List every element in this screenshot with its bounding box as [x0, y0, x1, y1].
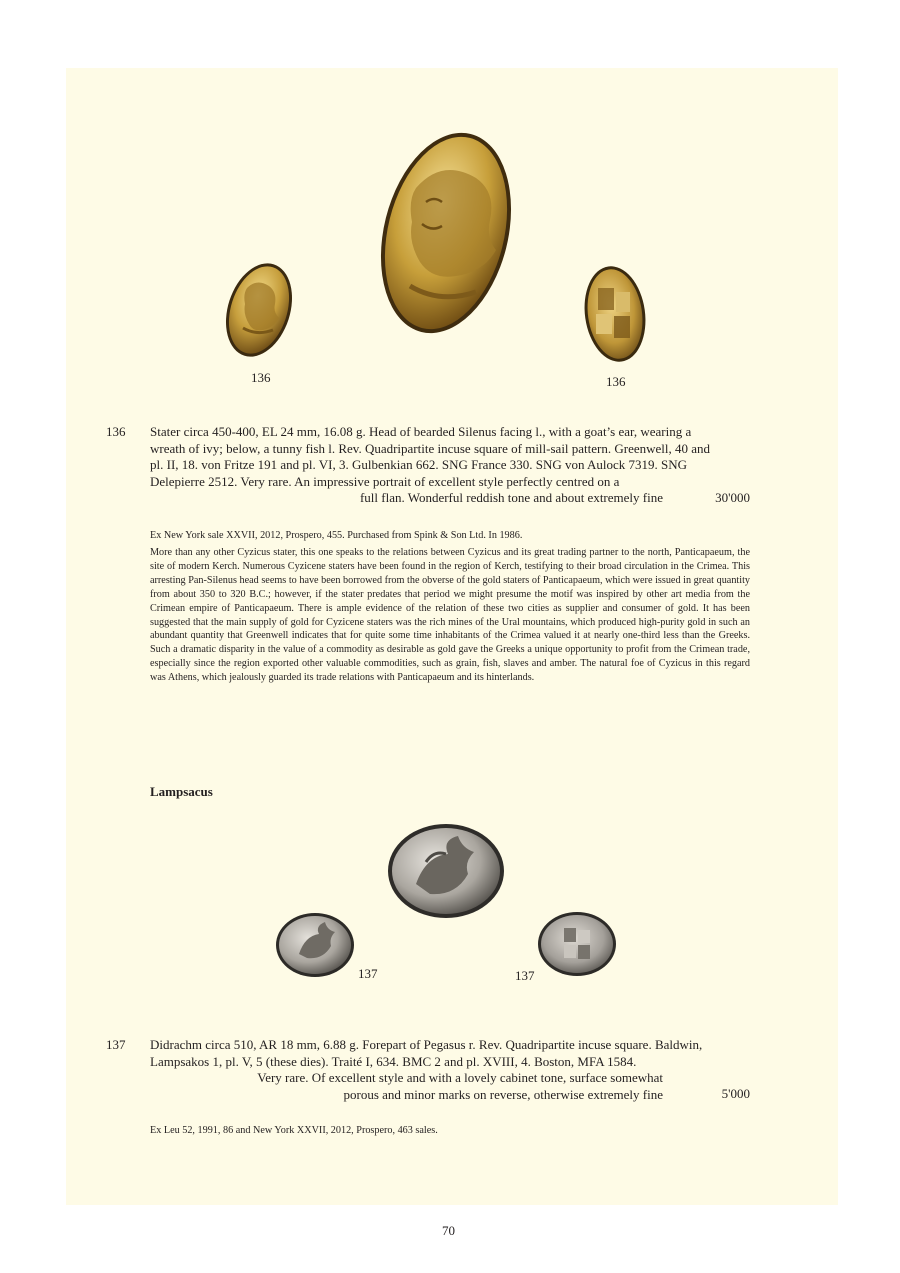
coin-label: 137 — [358, 966, 378, 981]
lot-description — [150, 1037, 750, 1070]
coin-label: 137 — [515, 968, 535, 983]
coin-136-obverse-large — [376, 128, 516, 338]
grade-line: porous and minor marks on reverse, otherwise extremely fine — [343, 1086, 663, 1102]
description-line: Delepierre 2512. Very rare. An impressive portrait of excellent style perfectly centred on a — [150, 473, 620, 489]
coin-137-obverse-small — [275, 910, 357, 980]
coin-137-obverse-large — [386, 822, 506, 920]
lot-price: 30'000 — [715, 490, 750, 505]
description-line: Didrachm circa 510, AR 18 mm, 6.88 g. Forepart of Pegasus r. Rev. Quadripartite incuse square. Baldwin, — [150, 1037, 703, 1052]
section-title: Lampsacus — [150, 784, 213, 799]
lot-number: 136 — [106, 424, 126, 439]
coin-137-reverse — [536, 910, 618, 978]
description-line: Lampsakos 1, pl. V, 5 (these dies). Traité I, 634. BMC 2 and pl. XVIII, 4. Boston, MFA 1584. — [150, 1053, 637, 1069]
lot-number: 137 — [106, 1037, 126, 1052]
page-number: 70 — [442, 1223, 455, 1238]
coin-136-reverse — [582, 262, 650, 368]
grade-line: full flan. Wonderful reddish tone and about extremely fine — [359, 490, 663, 505]
description-line: pl. II, 18. von Fritze 191 and pl. VI, 3. Gulbenkian 662. SNG France 330. SNG von Aulock 7319. SNG — [150, 457, 688, 472]
grade-line: Very rare. Of excellent style and with a lovely cabinet tone, surface somewhat — [257, 1070, 663, 1085]
coin-136-obverse-small — [225, 258, 297, 366]
grade-lines — [150, 1070, 663, 1103]
coin-label: 136 — [251, 370, 271, 385]
lot-essay: More than any other Cyzicus stater, this one speaks to the relations between Cyzicus and its great trading partner to the north, Panticapaeum, the site of modern Kerch. Numerous Cyzicene staters have been found in the region of Kerch, testifying to their broad circulation in the Crimea. This arresting Pan-Silenus head seems to have been borrowed from the obverse of the gold staters of Panticapaeum, which were issued in great quantity from about 350 to 320 B.C.; however, if the stater predates that period we might presume the motif was inspired by other art media from the Crimean empire of Panticapaeum. There is ample evidence of the relation of these two cities as supplier and consumer of gold. It has been suggested that the main supply of gold for Cyzicene staters was the rich mines of the Ural mountains, which produced high-purity gold in such an abundant quantity that Greenwell indicates that for quite some time inhabitants of the Crimea valued it at nearly one-third less than the Greeks. Such a dramatic disparity in the value of a commodity as desirable as gold gave the Greeks a unique opportunity to profit from the Crimean trade, especially since the region exported other valuable commodities, such as grain, fish, slaves and amber. The natural foe of Cyzicus in this regard was Athens, which jealously guarded its trade relations with Panticapaeum and its hinterlands. — [150, 547, 750, 684]
description-line: wreath of ivy; below, a tunny fish l. Rev. Quadripartite incuse square of mill-sail pattern. Greenwell, 40 and — [150, 440, 711, 456]
lot-price: 5'000 — [721, 1086, 750, 1101]
coin-label: 136 — [606, 374, 626, 389]
lot-description — [150, 424, 750, 490]
provenance: Ex New York sale XXVII, 2012, Prospero, 455. Purchased from Spink & Son Ltd. In 1986. — [150, 530, 523, 541]
provenance: Ex Leu 52, 1991, 86 and New York XXVII, 2012, Prospero, 463 sales. — [150, 1125, 438, 1136]
description-line: Stater circa 450-400, EL 24 mm, 16.08 g. Head of bearded Silenus facing l., with a goat’s ear, wearing a — [150, 424, 692, 439]
